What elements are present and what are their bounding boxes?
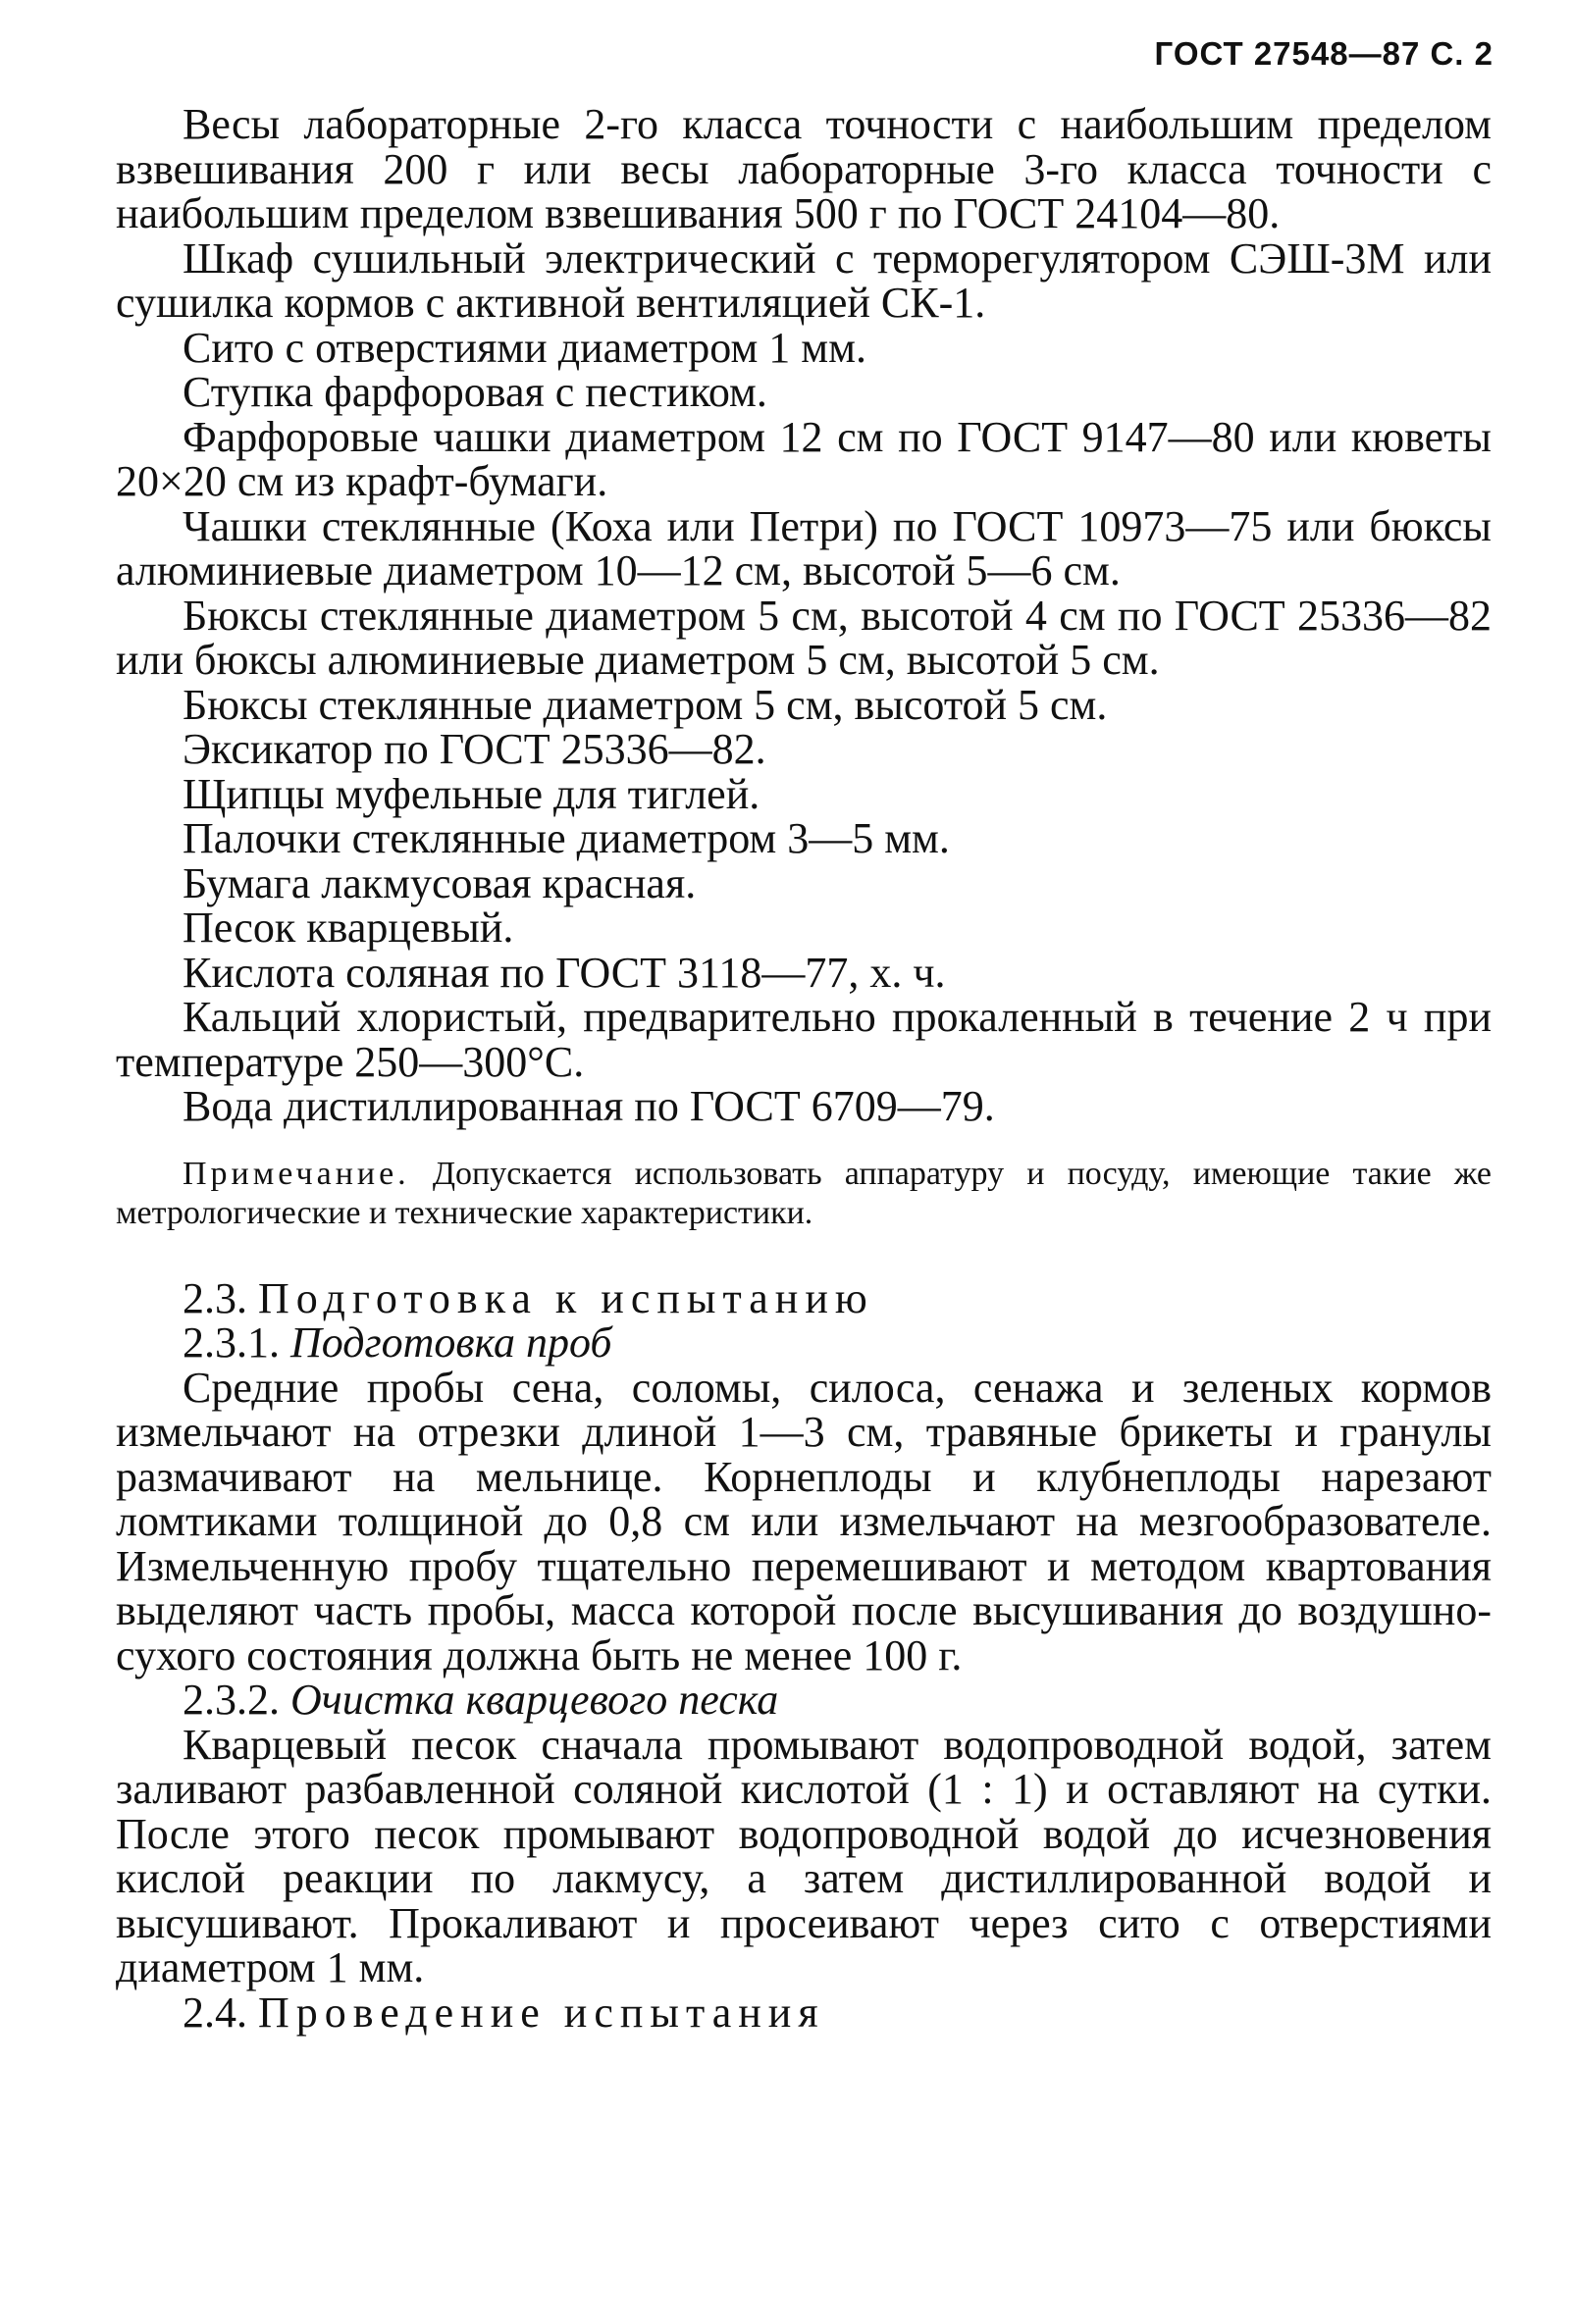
equipment-item: Песок кварцевый. [183,904,514,952]
note-label: Примечание. [183,1155,410,1192]
equipment-item: Щипцы муфельные для тиглей. [183,769,760,818]
page-header: ГОСТ 27548—87 С. 2 [1154,35,1493,72]
section-heading-2-3 [116,1273,1492,1322]
equipment-item: Чашки стеклянные (Коха или Петри) по ГОСТ 10973—75 или бюксы алюминиевые диаметром 10—12 см, высотой 5—6 см. [116,501,1492,594]
equipment-item: Палочки стеклянные диаметром 3—5 мм. [183,814,950,862]
section-title: Подготовка к испытанию [258,1273,874,1322]
subsection-heading-2-3-2 [116,1678,1492,1723]
equipment-item: Кальций хлористый, предварительно прокаленный в течение 2 ч при температуре 250—300°С. [116,993,1492,1086]
equipment-item: Бумага лакмусовая красная. [183,858,697,907]
section-title: Проведение испытания [258,1988,825,2037]
subsection-title: Подготовка проб [290,1318,612,1367]
equipment-item: Бюксы стеклянные диаметром 5 см, высотой 4 см по ГОСТ 25336—82 или бюксы алюминиевые диаметром 5 см, высотой 5 см. [116,591,1492,684]
section-number: 2.3. [183,1273,247,1322]
equipment-item: Кислота соляная по ГОСТ 3118—77, х. ч. [183,948,946,997]
equipment-item: Вода дистиллированная по ГОСТ 6709—79. [183,1082,995,1130]
equipment-list [116,102,1492,1129]
equipment-item: Весы лабораторные 2-го класса точности с наибольшим пределом взвешивания 200 г или весы лабораторные 3-го класса точности с наибольшим пределом взвешивания 500 г по ГОСТ 24104—80. [116,100,1492,237]
note [116,1155,1492,1233]
equipment-item: Ступка фарфоровая с пестиком. [183,368,767,416]
equipment-item: Бюксы стеклянные диаметром 5 см, высотой 5 см. [183,680,1108,729]
equipment-item: Шкаф сушильный электрический с терморегулятором СЭШ-3М или сушилка кормов с активной вентиляцией СК-1. [116,233,1492,327]
equipment-item: Сито с отверстиями диаметром 1 мм. [183,323,866,372]
section-number: 2.4. [183,1988,247,2037]
equipment-item: Эксикатор по ГОСТ 25336—82. [183,725,766,773]
subsection-number: 2.3.2. [183,1676,280,1724]
subsection-text: Кварцевый песок сначала промывают водопроводной водой, затем заливают разбавленной соляной кислотой (1 : 1) и оставляют на сутки. После этого песок промывают водопроводной водой до исчезновения кислой реакции по лакмусу, а затем дистиллированной водой и высушивают. Прокаливают и просеивают через сито с отверстиями диаметром 1 мм. [116,1720,1492,1991]
subsection-number: 2.3.1. [183,1318,280,1367]
subsection-heading-2-3-1 [116,1320,1492,1366]
document-body [116,102,1492,2035]
subsection-text: Средние пробы сена, соломы, силоса, сенажа и зеленых кормов измельчают на отрезки длиной 1—3 см, травяные брикеты и гранулы размачивают на мельнице. Корнеплоды и клубнеплоды нарезают ломтиками толщиной до 0,8 см или измельчают на мезгообразователе. Измельченную пробу тщательно перемешивают и методом квартования выделяют часть пробы, масса которой после высушивания до воздушно-сухого состояния должна быть не менее 100 г. [116,1363,1492,1679]
note-text: Допускается использовать аппаратуру и посуду, имеющие такие же метрологические и технические характеристики. [116,1155,1492,1231]
section-heading-2-4 [116,1990,1492,2036]
equipment-item: Фарфоровые чашки диаметром 12 см по ГОСТ 9147—80 или кюветы 20×20 см из крафт-бумаги. [116,412,1492,505]
subsection-title: Очистка кварцевого песка [290,1676,779,1724]
